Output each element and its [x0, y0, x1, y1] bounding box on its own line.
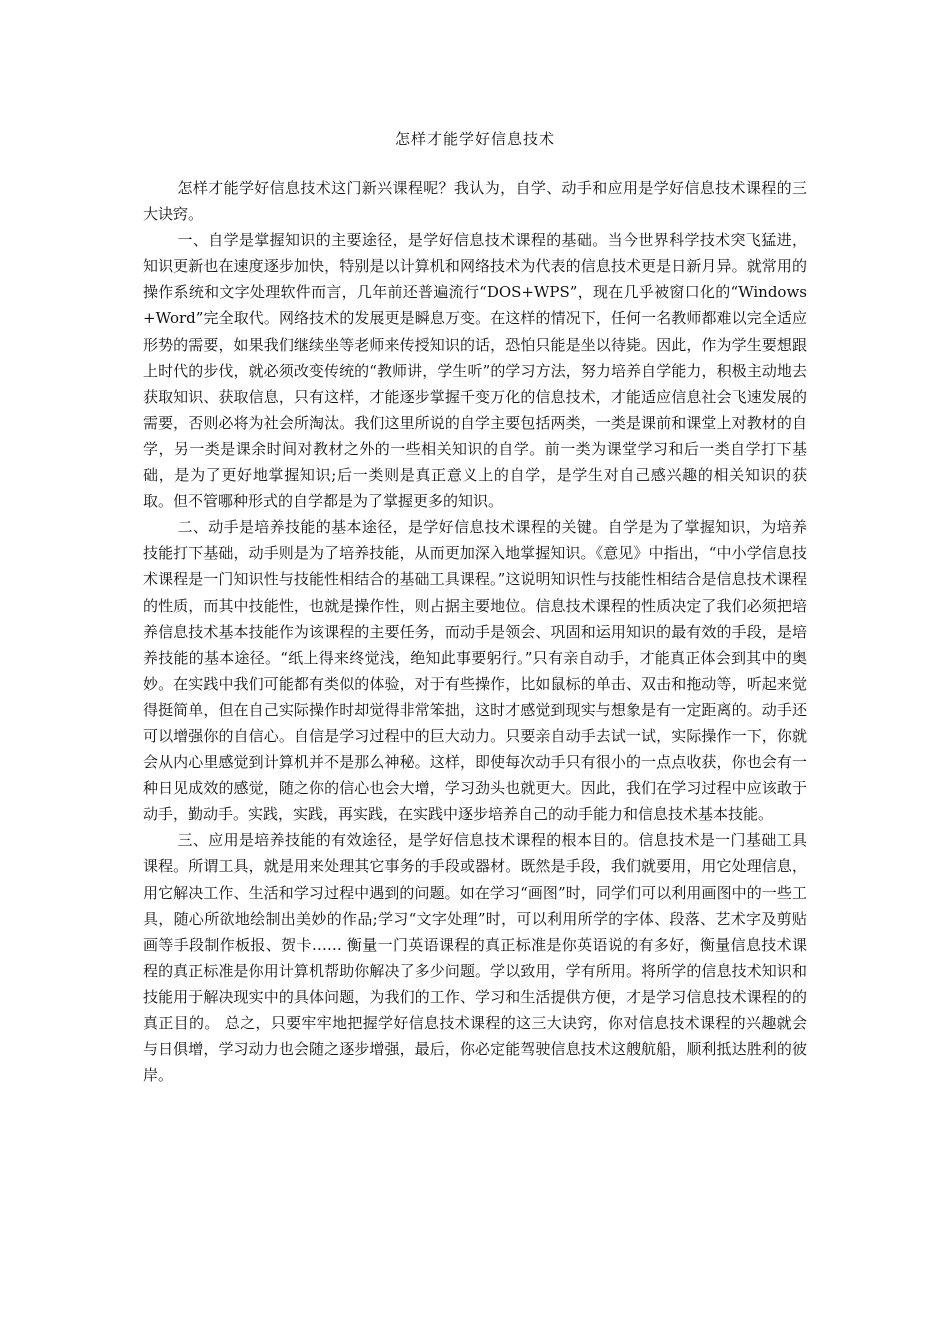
paragraph-self-study: 一、自学是掌握知识的主要途径，是学好信息技术课程的基础。当今世界科学技术突飞猛进，知识更新也在速度逐步加快，特别是以计算机和网络技术为代表的信息技术更是日新月异。就常用的操作系统和文字处理软件而言，几年前还普遍流行“DOS+WPS”，现在几乎被窗口化的“Windows+Word”完全取代。网络技术的发展更是瞬息万变。在这样的情况下，任何一名教师都难以完全适应形势的需要，如果我们继续坐等老师来传授知识的话，恐怕只能是坐以待毙。因此，作为学生要想跟上时代的步伐，就必须改变传统的“教师讲，学生听”的学习方法，努力培养自学能力，积极主动地去获取知识、获取信息，只有这样，才能逐步掌握千变万化的信息技术，才能适应信息社会飞速发展的需要，否则必将为社会所淘汰。我们这里所说的自学主要包括两类，一类是课前和课堂上对教材的自学，另一类是课余时间对教材之外的一些相关知识的自学。前一类为课堂学习和后一类自学打下基础，是为了更好地掌握知识;后一类则是真正意义上的自学，是学生对自己感兴趣的相关知识的获取。但不管哪种形式的自学都是为了掌握更多的知识。	[143, 231, 807, 511]
document-title: 怎样才能学好信息技术	[394, 130, 555, 148]
paragraph-hands-on: 二、动手是培养技能的基本途径，是学好信息技术课程的关键。自学是为了掌握知识，为培养技能打下基础，动手则是为了培养技能，从而更加深入地掌握知识。《意见》中指出，“中小学信息技术课程是一门知识性与技能性相结合的基础工具课程。”这说明知识性与技能性相结合是信息技术课程的性质，而其中技能性，也就是操作性，则占据主要地位。信息技术课程的性质决定了我们必须把培养信息技术基本技能作为该课程的主要任务，而动手是领会、巩固和运用知识的最有效的手段，是培养技能的基本途径。“纸上得来终觉浅，绝知此事要躬行。”只有亲自动手，才能真正体会到其中的奥妙。在实践中我们可能都有类似的体验，对于有些操作，比如鼠标的单击、双击和拖动等，听起来觉得挺简单，但在自己实际操作时却觉得非常笨拙，这时才感觉到现实与想象是有一定距离的。动手还可以增强你的自信心。自信是学习过程中的巨大动力。只要亲自动手去试一试，实际操作一下，你就会从内心里感觉到计算机并不是那么神秘。这样，即使每次动手只有很小的一点点收获，你也会有一种日见成效的感觉，随之你的信心也会大增，学习劲头也就更大。因此，我们在学习过程中应该敢于动手，勤动手。实践，实践，再实践，在实践中逐步培养自己的动手能力和信息技术基本技能。	[143, 518, 807, 824]
document-body	[143, 175, 807, 1088]
paragraph-intro: 怎样才能学好信息技术这门新兴课程呢？我认为，自学、动手和应用是学好信息技术课程的三大诀窍。	[143, 179, 807, 224]
paragraph-application: 三、应用是培养技能的有效途径，是学好信息技术课程的根本目的。信息技术是一门基础工具课程。所谓工具，就是用来处理其它事务的手段或器材。既然是手段，我们就要用，用它处理信息，用它解决工作、生活和学习过程中遇到的问题。如在学习“画图”时，同学们可以利用画图中的一些工具，随心所欲地绘制出美妙的作品;学习“文字处理”时，可以利用所学的字体、段落、艺术字及剪贴画等手段制作板报、贺卡…… 衡量一门英语课程的真正标准是你英语说的有多好，衡量信息技术课程的真正标准是你用计算机帮助你解决了多少问题。学以致用，学有所用。将所学的信息技术知识和技能用于解决现实中的具体问题，为我们的工作、学习和生活提供方便，才是学习信息技术课程的的真正目的。 总之，只要牢牢地把握学好信息技术课程的这三大诀窍，你对信息技术课程的兴趣就会与日俱增，学习动力也会随之逐步增强，最后，你必定能驾驶信息技术这艘航船，顺利抵达胜利的彼岸。	[143, 831, 807, 1085]
